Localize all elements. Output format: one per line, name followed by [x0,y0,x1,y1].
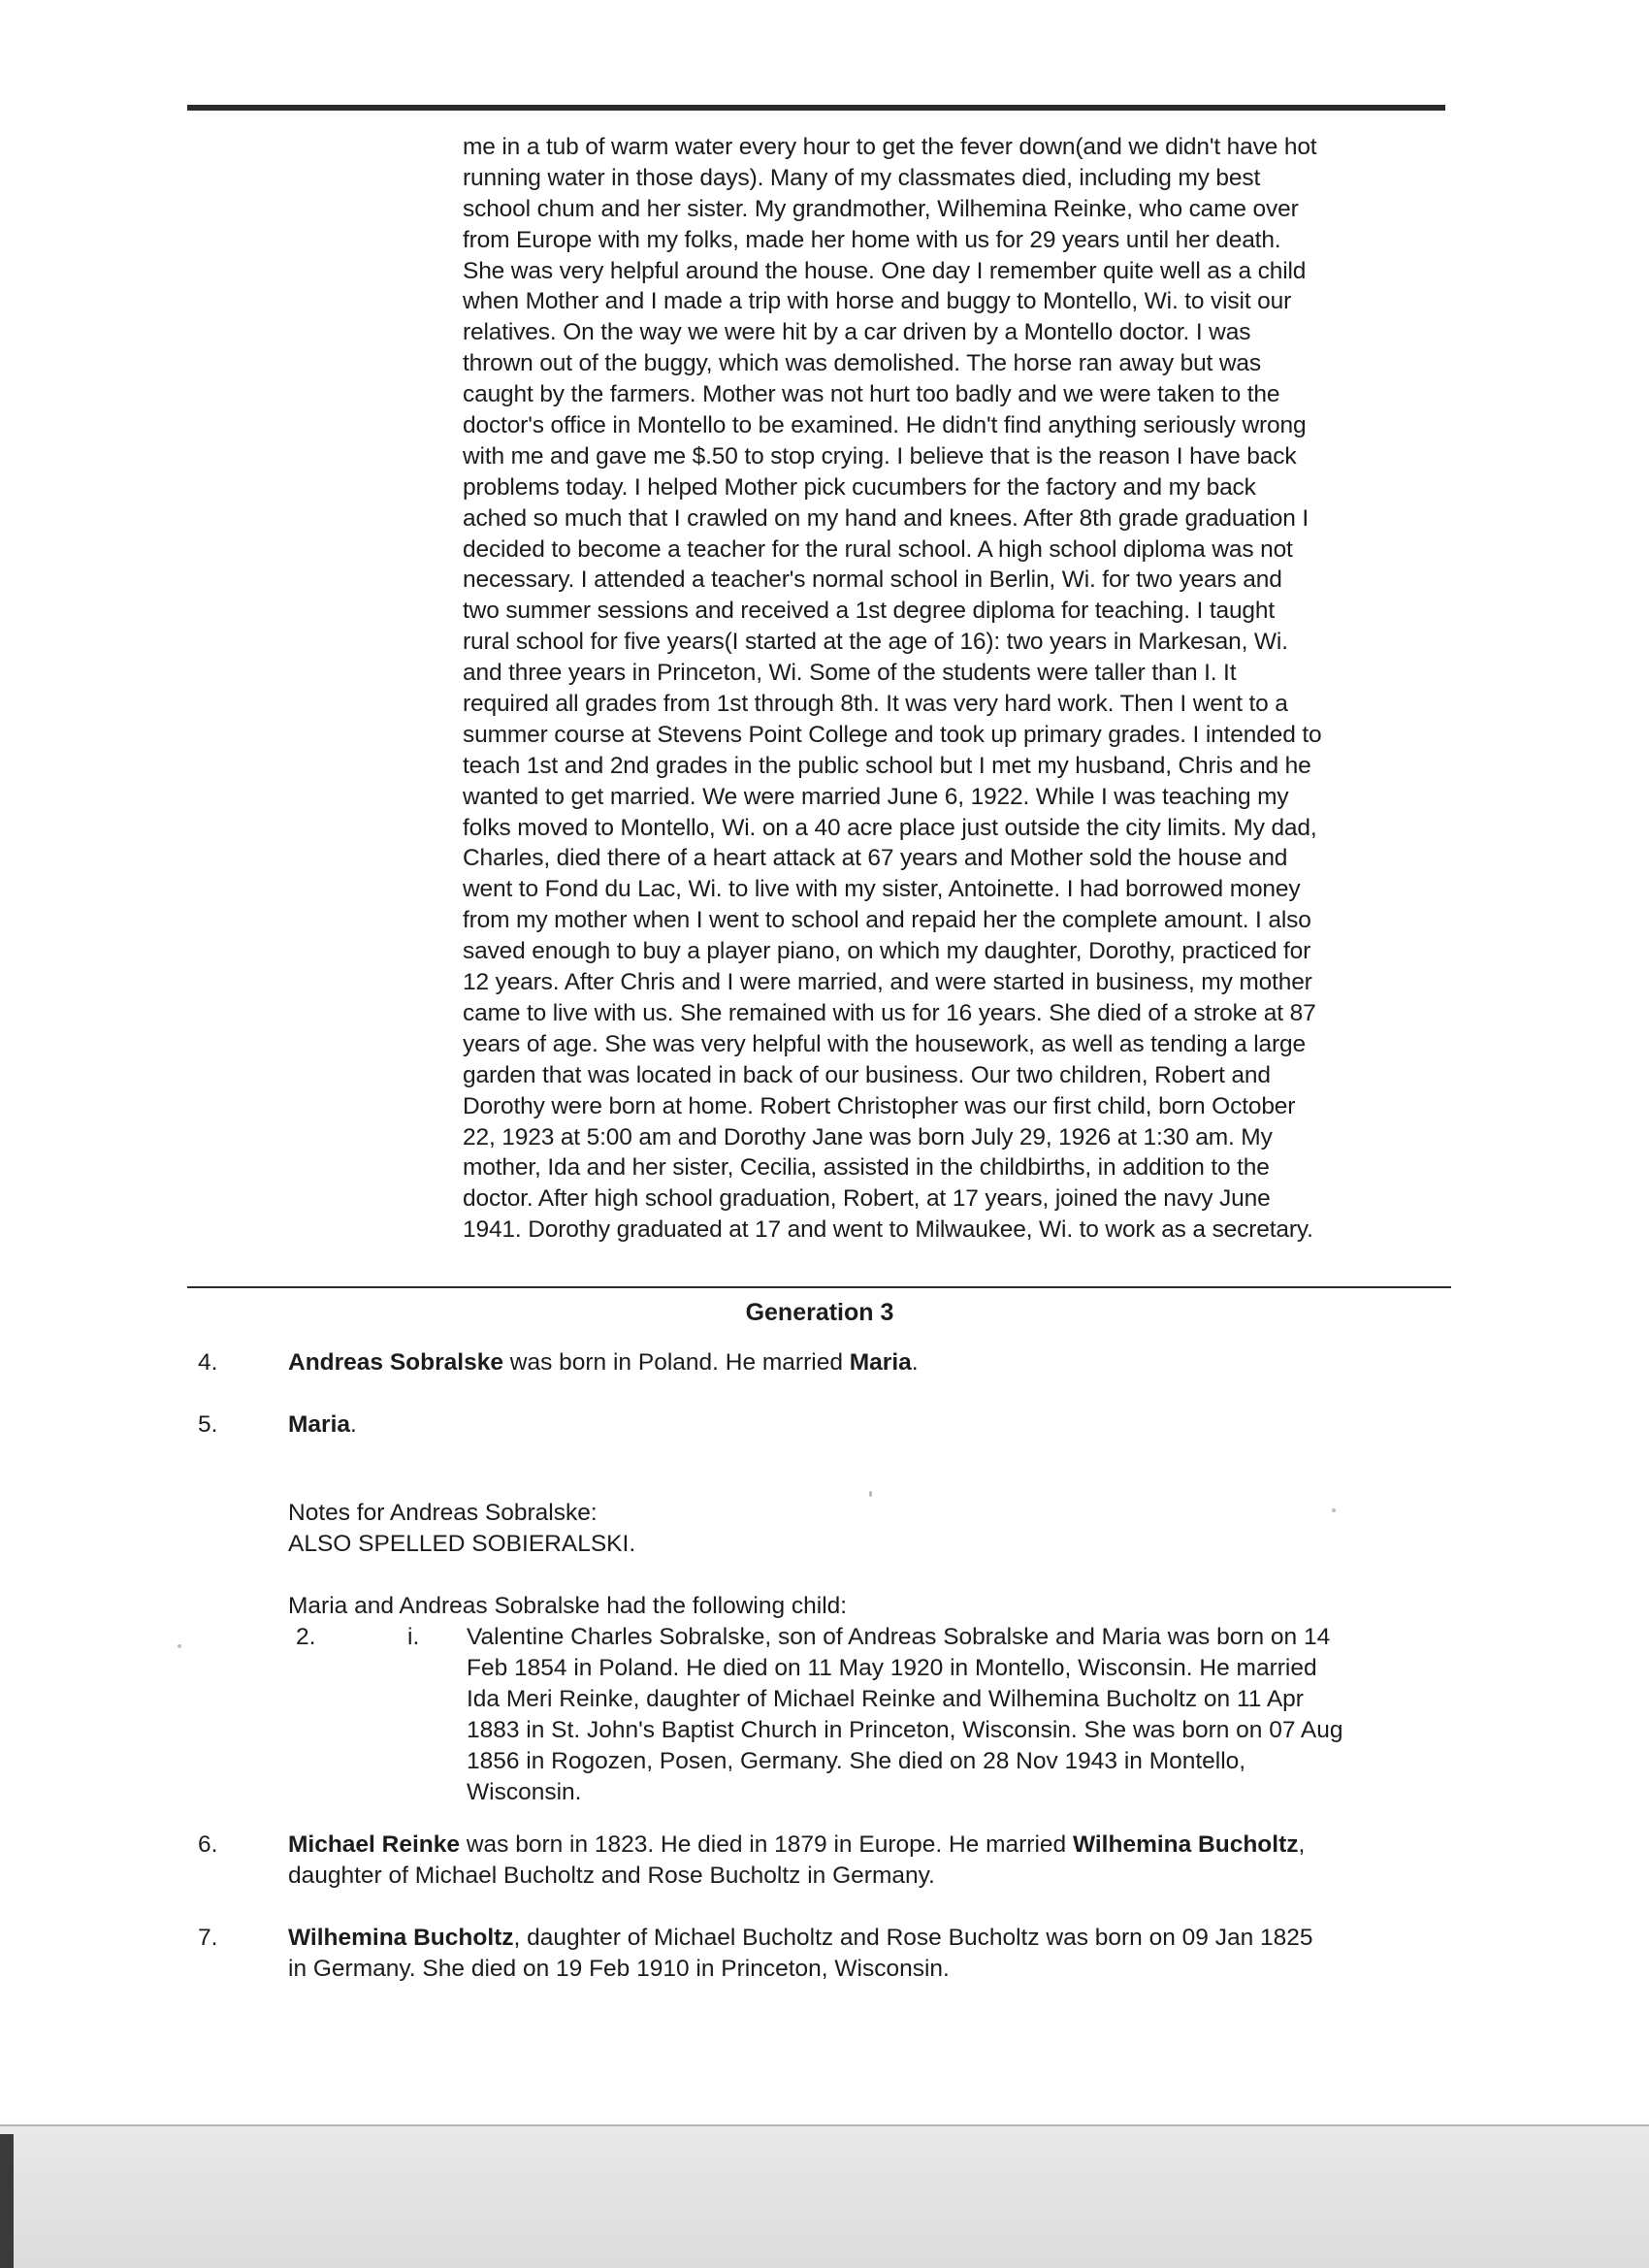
entry-7-continued: in Germany. She died on 19 Feb 1910 in Princeton, Wisconsin. [288,1956,950,1982]
story-line: me in a tub of warm water every hour to get the fever down(and we didn't have hot [463,134,1317,160]
entry-4 [288,1347,919,1378]
story-line: ached so much that I crawled on my hand and knees. After 8th grade graduation I [463,504,1310,532]
story-line: necessary. I attended a teacher's normal school in Berlin, Wi. for two years and [463,567,1282,594]
child-reference-number: 2. [296,1624,316,1650]
story-line: teach 1st and 2nd grades in the public school but I met my husband, Chris and he [463,752,1311,779]
story-line: caught by the farmers. Mother was not hurt too badly and we were taken to the [463,381,1280,408]
entry-text: . [350,1411,357,1438]
entry-number: 6. [198,1831,218,1858]
story-line: years of age. She was very helpful with the housework, as well as tending a large [463,1030,1306,1057]
child-entry-line: 1856 in Rogozen, Posen, Germany. She died on 28 Nov 1943 in Montello, [467,1748,1246,1774]
scan-speck [869,1491,872,1497]
story-line: doctor's office in Montello to be examined. He didn't find anything seriously wrong [463,412,1307,439]
story-line: from Europe with my folks, made her home with us for 29 years until her death. [463,226,1281,253]
entry-text: , daughter of Michael Bucholtz and Rose Bucholtz was born on 09 Jan 1825 [513,1925,1313,1951]
scan-speck [1332,1508,1336,1512]
entry-number: 7. [198,1925,218,1951]
story-line: 22, 1923 at 5:00 am and Dorothy Jane was born July 29, 1926 at 1:30 am. My [463,1123,1273,1150]
spouse-name: Wilhemina Bucholtz [1072,1831,1299,1858]
section-divider [187,1286,1451,1288]
child-entry-line: Wisconsin. [467,1779,582,1805]
story-line: wanted to get married. We were married June 6, 1922. While I was teaching my [463,783,1289,810]
child-entry-line: Feb 1854 in Poland. He died on 11 May 1920 in Montello, Wisconsin. He married [467,1655,1317,1681]
person-name: Wilhemina Bucholtz [288,1925,514,1951]
story-line: Charles, died there of a heart attack at 67 years and Mother sold the house and [463,845,1288,872]
story-line: decided to become a teacher for the rural school. A high school diploma was not [463,535,1293,563]
story-line: thrown out of the buggy, which was demolished. The horse ran away but was [463,350,1261,377]
story-line: when Mother and I made a trip with horse and buggy to Montello, Wi. to visit our [463,288,1292,315]
story-line: school chum and her sister. My grandmother, Wilhemina Reinke, who came over [463,195,1299,222]
story-line: went to Fond du Lac, Wi. to live with my sister, Antoinette. I had borrowed money [463,876,1301,903]
story-line: required all grades from 1st through 8th. It was very hard work. Then I went to a [463,691,1288,718]
story-line: came to live with us. She remained with us for 16 years. She died of a stroke at 87 [463,999,1316,1026]
top-rule [187,105,1445,111]
scan-shadow [0,2134,14,2268]
entry-5 [288,1409,357,1441]
entry-7 [288,1923,1313,1954]
story-line: 12 years. After Chris and I were married, and were started in business, my mother [463,969,1312,996]
story-line: She was very helpful around the house. One day I remember quite well as a child [463,257,1307,284]
generation-heading: Generation 3 [745,1299,894,1326]
entry-text: was born in Poland. He married [502,1349,850,1376]
spouse-name: Maria [849,1349,912,1376]
story-line: doctor. After high school graduation, Robert, at 17 years, joined the navy June [463,1185,1271,1213]
entry-text: , [1298,1831,1306,1858]
entry-6 [288,1830,1305,1861]
story-line: garden that was located in back of our business. Our two children, Robert and [463,1061,1271,1088]
story-line: from my mother when I went to school and repaid her the complete amount. I also [463,907,1311,934]
story-line: folks moved to Montello, Wi. on a 40 acre place just outside the city limits. My dad, [463,814,1317,841]
story-line: and three years in Princeton, Wi. Some of the students were taller than I. It [463,660,1237,687]
entry-number: 4. [198,1349,218,1376]
entry-number: 5. [198,1411,218,1438]
entry-text: . [911,1349,919,1376]
story-line: relatives. On the way we were hit by a car driven by a Montello doctor. I was [463,319,1251,346]
person-name: Michael Reinke [288,1831,461,1858]
story-line: saved enough to buy a player piano, on which my daughter, Dorothy, practiced for [463,938,1311,965]
children-intro: Maria and Andreas Sobralske had the following child: [288,1593,848,1619]
notes-heading: Notes for Andreas Sobralske: [288,1500,598,1526]
story-line: two summer sessions and received a 1st degree diploma for teaching. I taught [463,598,1276,625]
entry-6-continued: daughter of Michael Bucholtz and Rose Bucholtz in Germany. [288,1863,935,1889]
notes-body: ALSO SPELLED SOBIERALSKI. [288,1531,636,1557]
story-line: problems today. I helped Mother pick cucumbers for the factory and my back [463,473,1256,501]
scan-margin [0,2126,1649,2268]
child-entry-line: Ida Meri Reinke, daughter of Michael Reinke and Wilhemina Bucholtz on 11 Apr [467,1686,1304,1712]
story-line: mother, Ida and her sister, Cecilia, assisted in the childbirths, in addition to the [463,1154,1270,1182]
child-entry-line: Valentine Charles Sobralske, son of Andreas Sobralske and Maria was born on 14 [467,1624,1331,1650]
story-line: rural school for five years(I started at the age of 16): two years in Markesan, Wi. [463,629,1288,656]
person-name: Andreas Sobralske [288,1349,503,1376]
scan-speck [178,1644,181,1648]
story-line: running water in those days). Many of my classmates died, including my best [463,164,1261,191]
child-roman-index: i. [407,1624,420,1650]
story-line: summer course at Stevens Point College and took up primary grades. I intended to [463,721,1322,748]
child-entry-line: 1883 in St. John's Baptist Church in Princeton, Wisconsin. She was born on 07 Aug [467,1717,1343,1743]
story-line: with me and gave me $.50 to stop crying. I believe that is the reason I have back [463,442,1297,470]
person-name: Maria [288,1411,351,1438]
story-line: Dorothy were born at home. Robert Christopher was our first child, born October [463,1092,1296,1119]
entry-text: was born in 1823. He died in 1879 in Europe. He married [460,1831,1073,1858]
story-paragraph [463,132,1452,1246]
story-line: 1941. Dorothy graduated at 17 and went to Milwaukee, Wi. to work as a secretary. [463,1216,1313,1244]
child-entry [467,1622,1343,1808]
